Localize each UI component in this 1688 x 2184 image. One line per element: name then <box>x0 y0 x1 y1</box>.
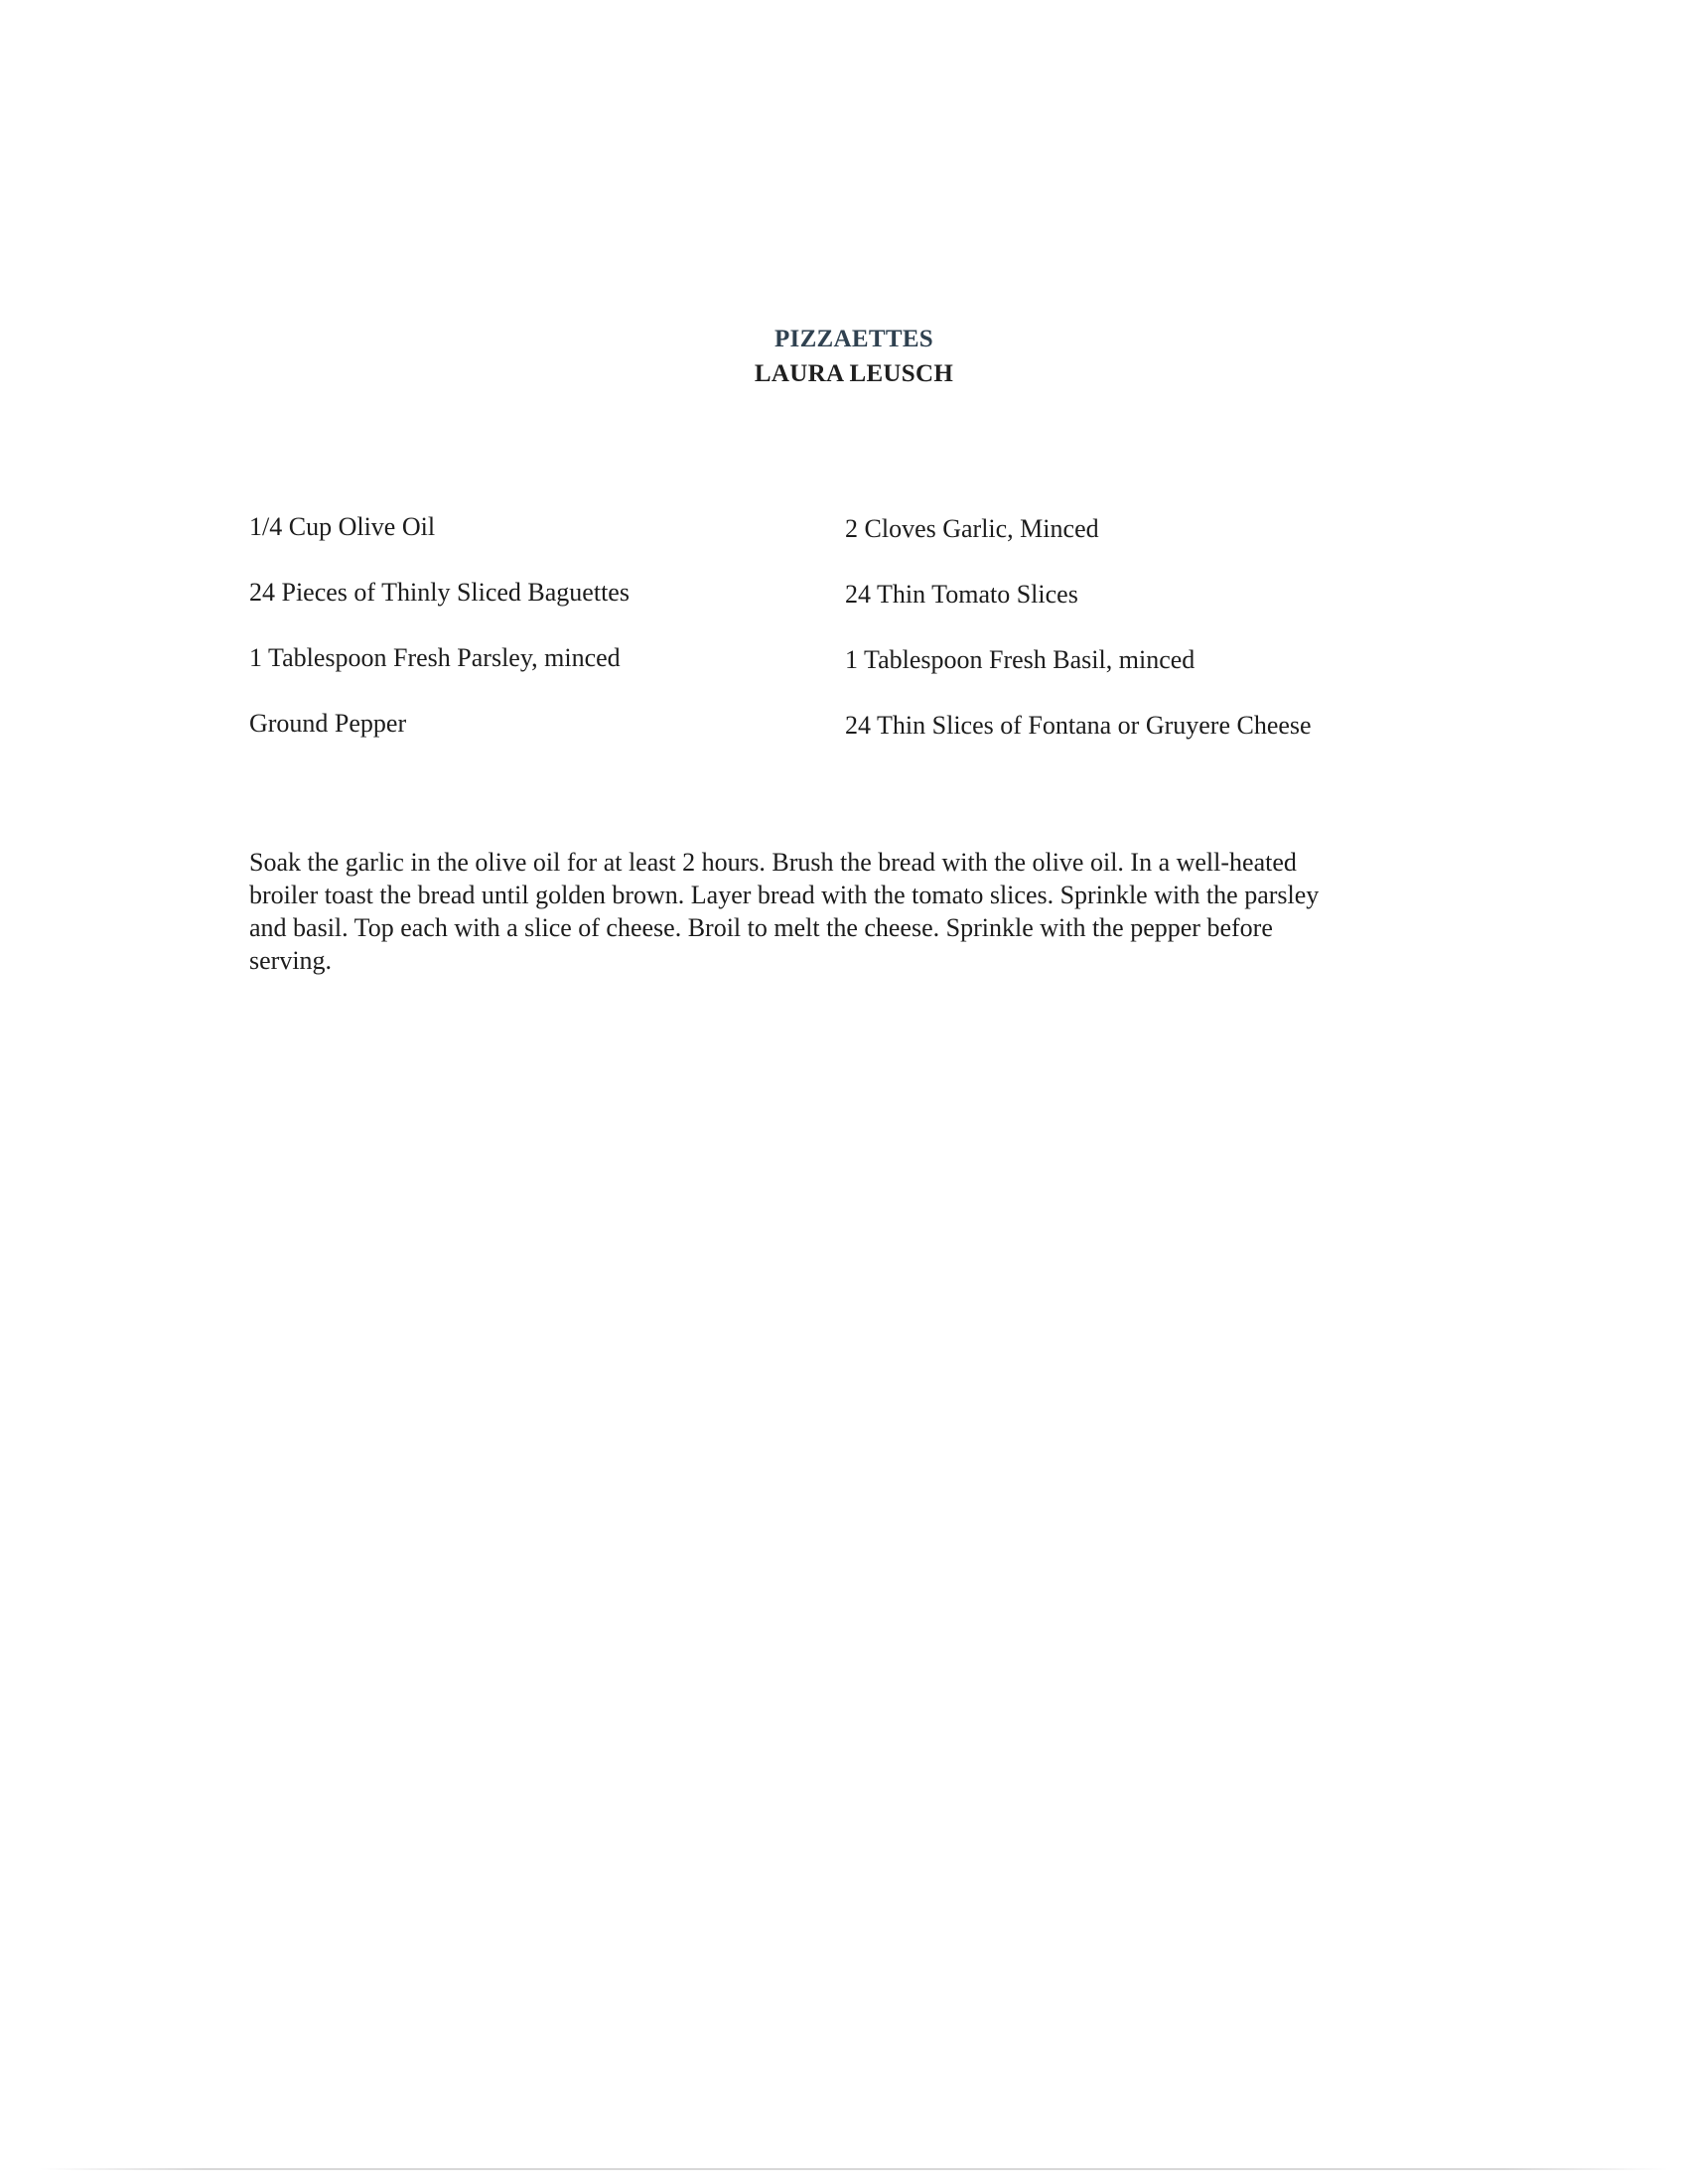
ingredient-item: 24 Thin Tomato Slices <box>845 580 1078 609</box>
recipe-title: PIZZAETTES <box>774 326 933 352</box>
ingredient-item: 1/4 Cup Olive Oil <box>249 512 436 541</box>
ingredient-item: 1 Tablespoon Fresh Parsley, minced <box>249 643 621 672</box>
directions-text: Soak the garlic in the olive oil for at least 2 hours. Brush the bread with the olive oil. In a well-heated broiler toast the bread until golden brown. Layer bread with the tomato slices. Sprinkle with the parsley and basil. Top each with a slice of cheese. Broil to melt the cheese. Sprinkle with the pepper before serving. <box>249 848 1320 975</box>
ingredient-item: 24 Pieces of Thinly Sliced Baguettes <box>249 578 630 607</box>
ingredient-row <box>249 512 1441 578</box>
recipe-author: LAURA LEUSCH <box>754 360 954 387</box>
recipe-header <box>735 322 973 391</box>
scan-edge-line <box>40 2168 1668 2170</box>
ingredient-row <box>249 578 1441 643</box>
ingredient-item: 24 Thin Slices of Fontana or Gruyere Cheese <box>845 711 1312 740</box>
ingredient-row <box>249 709 1441 774</box>
directions <box>249 846 1441 977</box>
ingredient-row <box>249 643 1441 709</box>
ingredient-list <box>249 512 1441 774</box>
ingredient-item: 2 Cloves Garlic, Minced <box>845 514 1099 543</box>
ingredient-item: Ground Pepper <box>249 709 407 738</box>
ingredient-item: 1 Tablespoon Fresh Basil, minced <box>845 645 1196 674</box>
